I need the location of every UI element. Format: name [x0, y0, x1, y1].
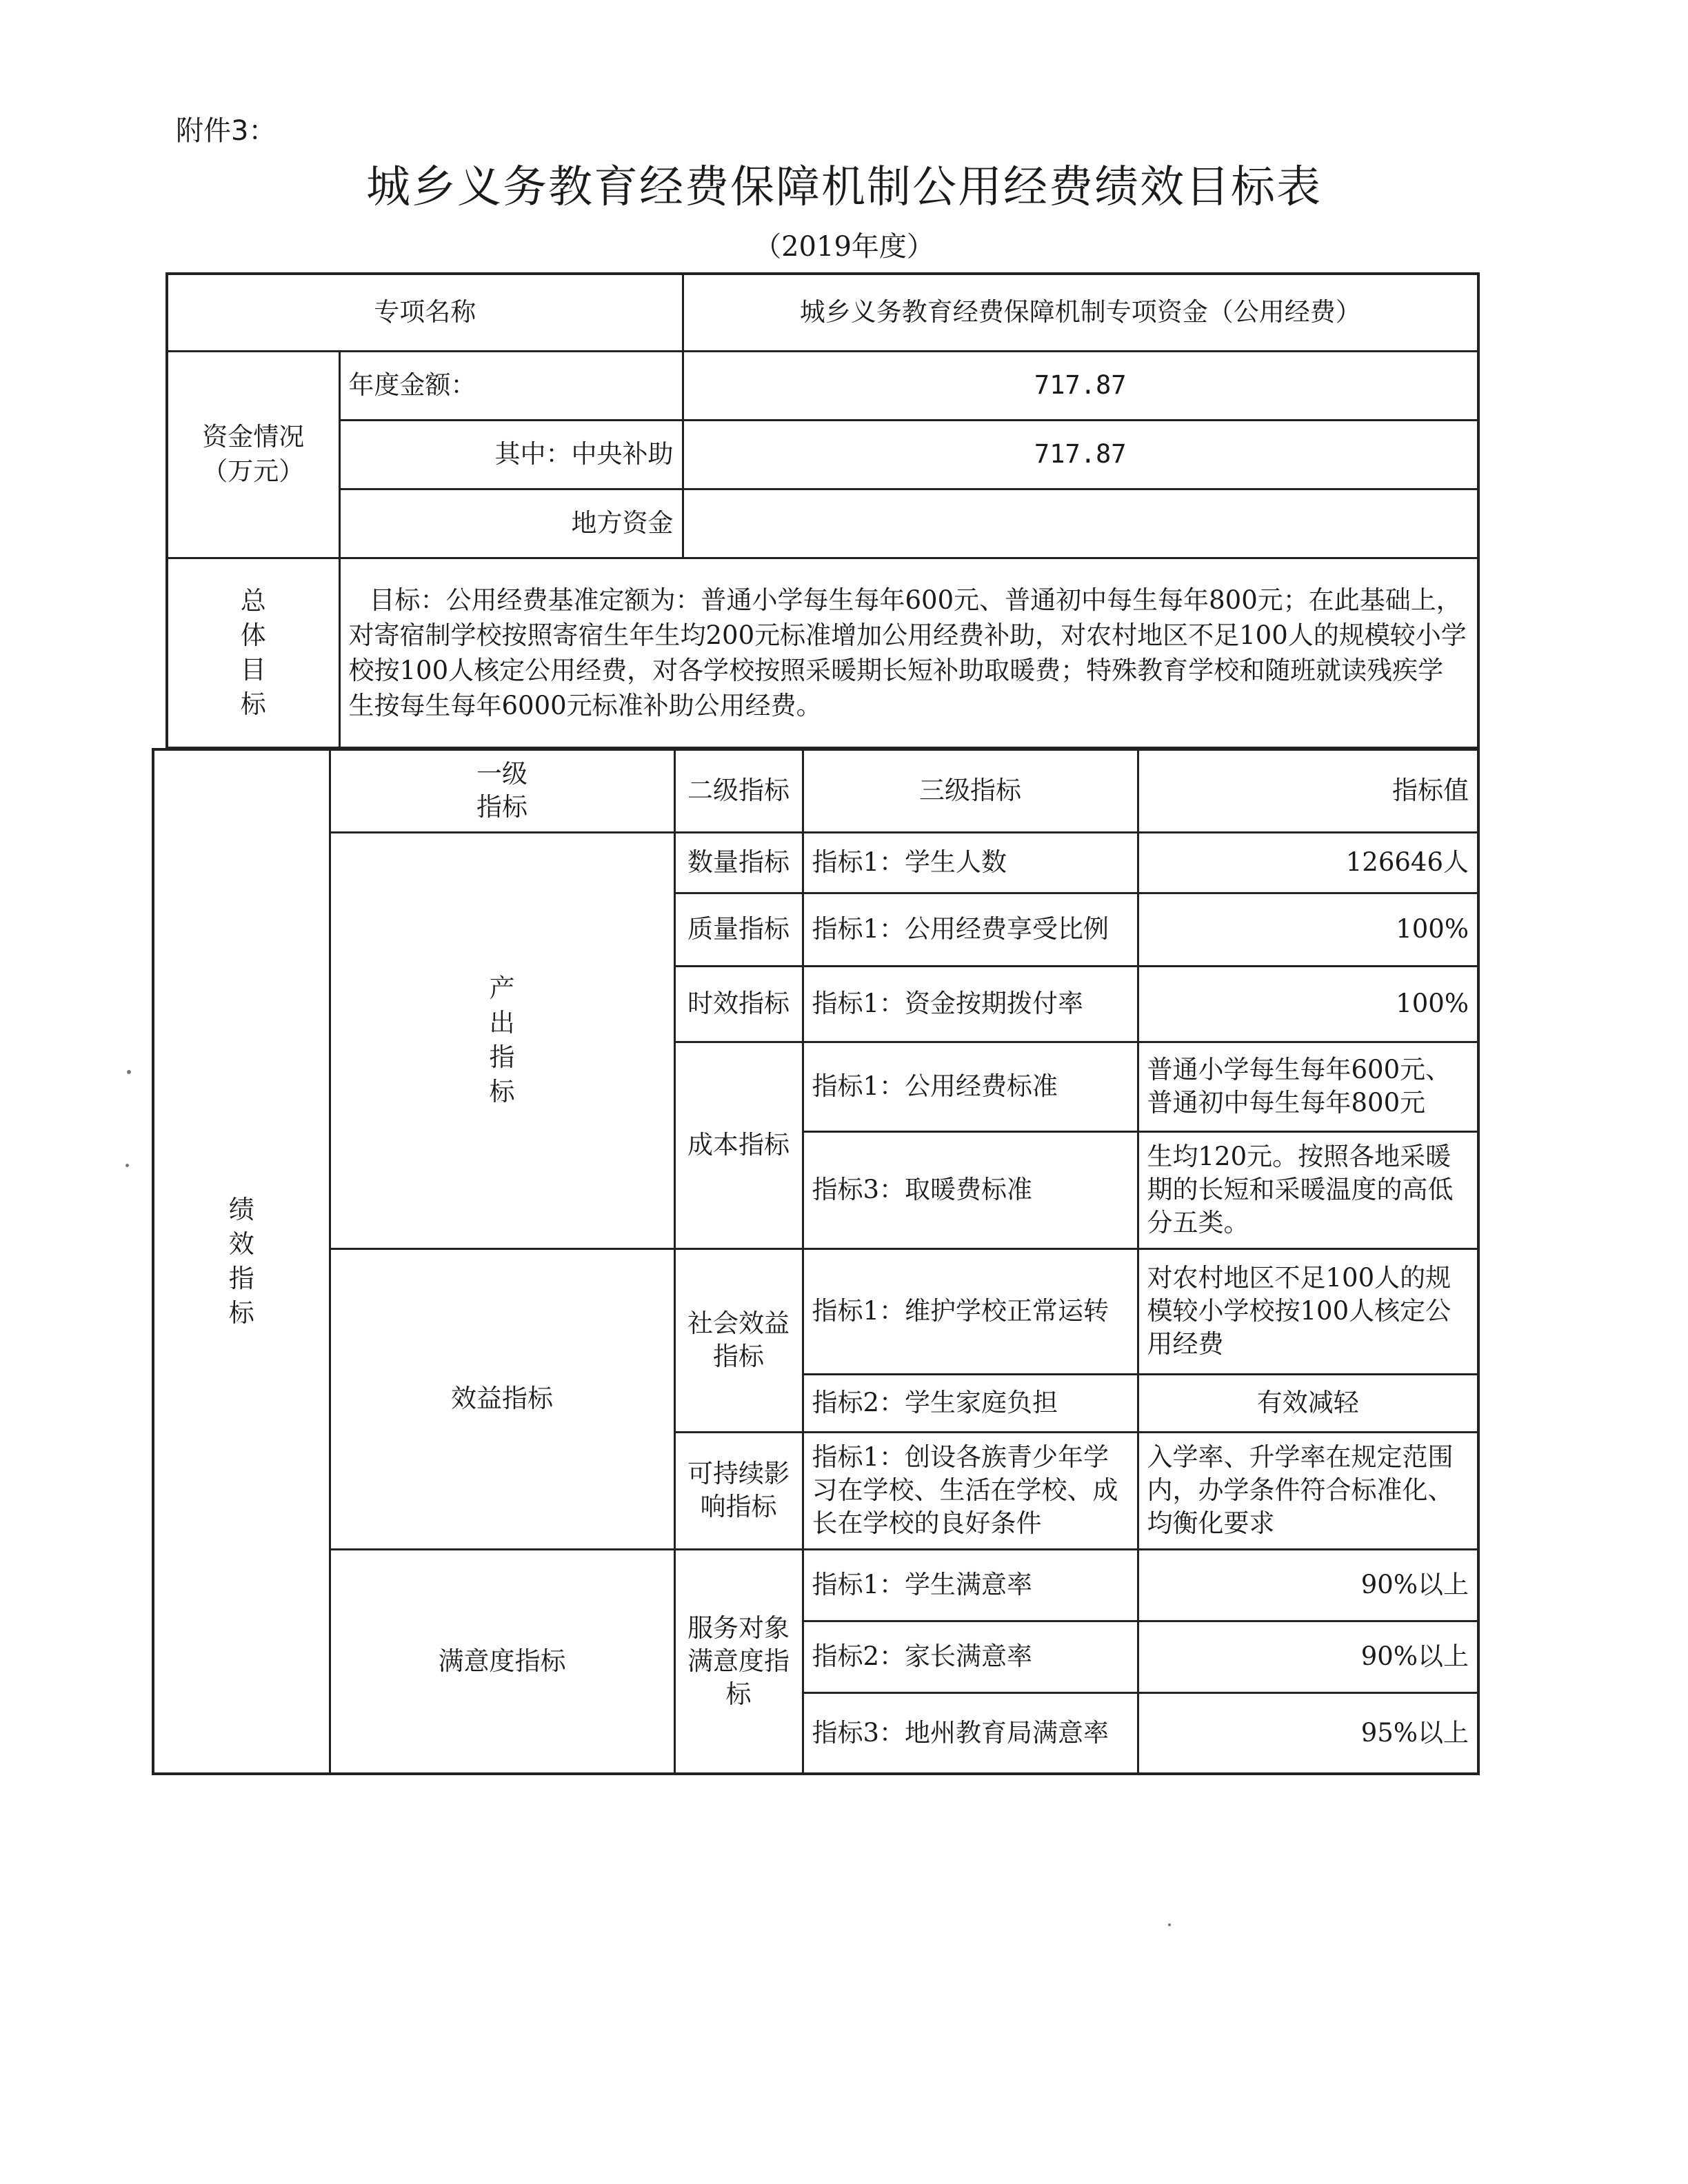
page-subtitle: （2019年度）	[754, 231, 934, 263]
cost-indicator-label: 成本指标	[674, 1042, 803, 1248]
cost-indicator-3: 指标3：取暖费标准	[803, 1131, 1138, 1248]
quality-indicator: 指标1：公用经费享受比例	[803, 893, 1138, 966]
social-indicator-2: 指标2：学生家庭负担	[803, 1374, 1138, 1432]
attachment-label: 附件3：	[176, 115, 277, 147]
project-name-label: 专项名称	[167, 274, 683, 351]
header-level3: 三级指标	[803, 749, 1138, 832]
satisfaction-value-2: 90%以上	[1138, 1621, 1478, 1692]
social-benefit-label: 社会效益指标	[674, 1248, 803, 1432]
social-value-1: 对农村地区不足100人的规模较小学校按100人核定公用经费	[1138, 1248, 1478, 1374]
cost-indicator-1: 指标1：公用经费标准	[803, 1042, 1138, 1131]
page-title: 城乡义务教育经费保障机制公用经费绩效目标表	[366, 162, 1322, 213]
satisfaction-indicator-2: 指标2：家长满意率	[803, 1621, 1138, 1692]
scan-speck	[1168, 1923, 1171, 1926]
local-funds-value	[683, 489, 1478, 558]
quantity-indicator: 指标1：学生人数	[803, 832, 1138, 893]
central-subsidy-value: 717.87	[683, 420, 1478, 489]
satisfaction-indicators-label: 满意度指标	[330, 1549, 674, 1774]
quality-indicator-label: 质量指标	[674, 893, 803, 966]
output-indicators-label: 产出指标	[330, 832, 674, 1248]
quantity-value: 126646人	[1138, 832, 1478, 893]
annual-amount-value: 717.87	[683, 351, 1478, 420]
cost-value-1: 普通小学每生每年600元、普通初中每生每年800元	[1138, 1042, 1478, 1131]
timeliness-indicator: 指标1：资金按期拨付率	[803, 966, 1138, 1042]
local-funds-label: 地方资金	[339, 489, 683, 558]
performance-table	[152, 748, 1480, 1775]
timeliness-indicator-label: 时效指标	[674, 966, 803, 1042]
satisfaction-indicator-3: 指标3：地州教育局满意率	[803, 1692, 1138, 1774]
header-value: 指标值	[1138, 749, 1478, 832]
annual-amount-label: 年度金额：	[339, 351, 683, 420]
social-value-2: 有效减轻	[1138, 1374, 1478, 1432]
overall-goal-label: 总体目标	[167, 558, 339, 748]
header-level2: 二级指标	[674, 749, 803, 832]
quantity-indicator-label: 数量指标	[674, 832, 803, 893]
funds-label: 资金情况（万元）	[167, 351, 339, 558]
header-level1: 一级指标	[330, 749, 674, 832]
benefit-indicators-label: 效益指标	[330, 1248, 674, 1549]
social-indicator-1: 指标1：维护学校正常运转	[803, 1248, 1138, 1374]
sustainable-indicator: 指标1：创设各族青少年学习在学校、生活在学校、成长在学校的良好条件	[803, 1432, 1138, 1549]
service-satisfaction-label: 服务对象满意度指标	[674, 1549, 803, 1774]
performance-indicators-label: 绩效指标	[153, 749, 330, 1774]
project-name-value: 城乡义务教育经费保障机制专项资金（公用经费）	[683, 274, 1478, 351]
central-subsidy-label: 其中：中央补助	[339, 420, 683, 489]
timeliness-value: 100%	[1138, 966, 1478, 1042]
satisfaction-value-3: 95%以上	[1138, 1692, 1478, 1774]
scan-speck	[127, 1070, 131, 1074]
overall-goal-text: 目标：公用经费基准定额为：普通小学每生每年600元、普通初中每生每年800元；在此基础上，对寄宿制学校按照寄宿生年生均200元标准增加公用经费补助，对农村地区不足100人的规模较小学校按100人核定公用经费，对各学校按照采暖期长短补助取暖费；特殊教育学校和随班就读残疾学生按每生每年6000元标准补助公用经费。	[339, 558, 1478, 748]
sustainable-impact-label: 可持续影响指标	[674, 1432, 803, 1549]
satisfaction-value-1: 90%以上	[1138, 1549, 1478, 1621]
summary-table	[165, 272, 1480, 749]
sustainable-value: 入学率、升学率在规定范围内，办学条件符合标准化、均衡化要求	[1138, 1432, 1478, 1549]
scan-speck	[125, 1164, 129, 1167]
quality-value: 100%	[1138, 893, 1478, 966]
cost-value-3: 生均120元。按照各地采暖期的长短和采暖温度的高低分五类。	[1138, 1131, 1478, 1248]
satisfaction-indicator-1: 指标1：学生满意率	[803, 1549, 1138, 1621]
